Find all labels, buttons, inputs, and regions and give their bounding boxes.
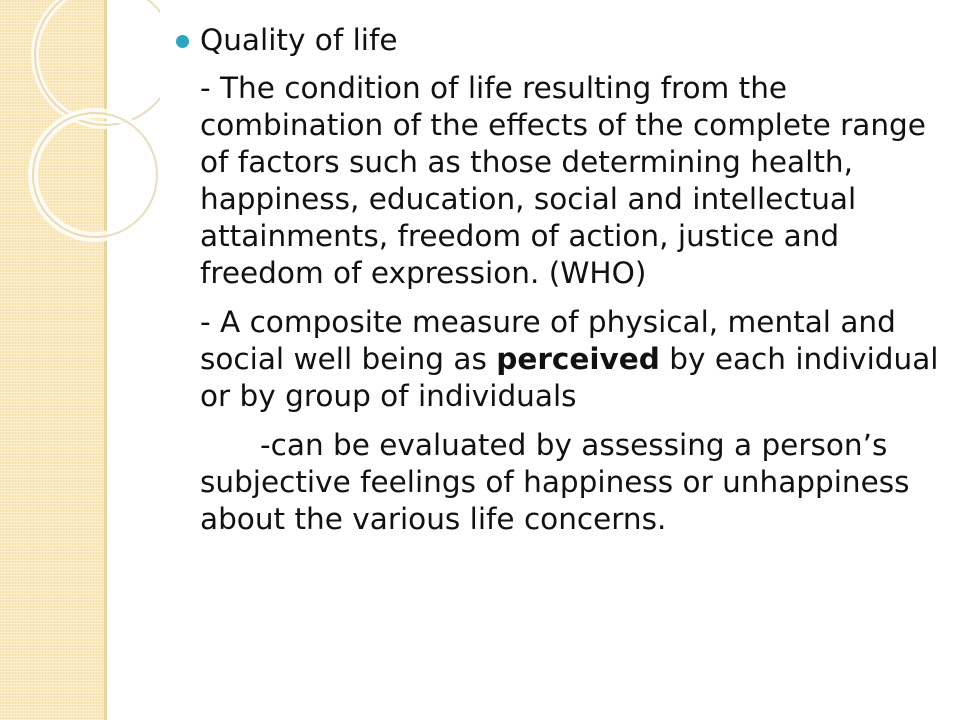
composite-measure-before: - A composite measure of physical, mental and social well being as <box>200 305 896 376</box>
composite-measure-emphasis: perceived <box>496 342 660 376</box>
slide-content <box>200 22 940 550</box>
composite-measure-after: by each individual or by group of individuals <box>200 342 939 413</box>
side-band-edge <box>104 0 107 720</box>
evaluation-text: -can be evaluated by assessing a person’s subjective feelings of happiness or unhappiness about the various life concerns. <box>200 428 910 536</box>
bullet-title: Quality of life <box>200 23 398 57</box>
composite-measure <box>200 304 940 415</box>
definition-who: - The condition of life resulting from the combination of the effects of the complete range of factors such as those determining health, happiness, education, social and intellectual attainments, freedom of action, justice and freedom of expression. (WHO) <box>200 71 926 290</box>
bullet-item <box>200 22 940 59</box>
side-decorative-band <box>0 0 104 720</box>
bullet-dot-icon <box>176 35 189 48</box>
